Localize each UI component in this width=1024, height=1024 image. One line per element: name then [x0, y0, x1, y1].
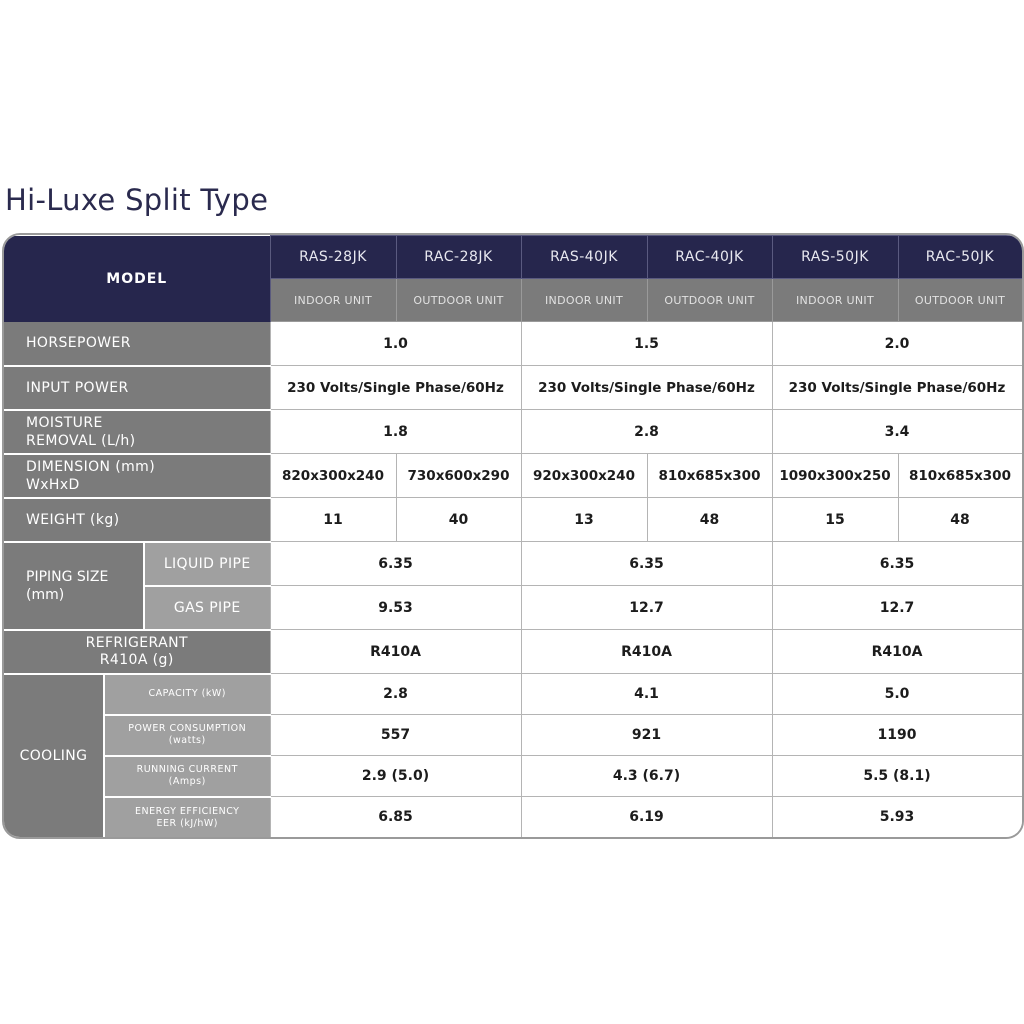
liquid-pipe-value: 6.35: [521, 542, 772, 586]
energy-efficiency-label: [104, 797, 270, 838]
input-power-label: INPUT POWER: [4, 366, 270, 410]
weight-value: 48: [898, 498, 1022, 542]
input-power-value: 230 Volts/Single Phase/60Hz: [772, 366, 1022, 410]
power-consumption-label-line1: POWER CONSUMPTION: [128, 723, 247, 734]
dimension-value: 1090x300x250: [772, 454, 898, 498]
model-header: MODEL: [4, 236, 270, 322]
gas-pipe-value: 12.7: [772, 586, 1022, 630]
gas-pipe-row: [4, 586, 1022, 630]
model-name: RAS-28JK: [270, 236, 396, 279]
piping-size-label-line1: PIPING SIZE: [26, 568, 109, 585]
model-name: RAS-50JK: [772, 236, 898, 279]
running-current-label-line2: (Amps): [168, 776, 206, 787]
gas-pipe-label: GAS PIPE: [144, 586, 270, 630]
dimension-row: [4, 454, 1022, 498]
unit-type: INDOOR UNIT: [270, 279, 396, 322]
dimension-value: 730x600x290: [396, 454, 521, 498]
gas-pipe-value: 9.53: [270, 586, 521, 630]
page-title: Hi-Luxe Split Type: [5, 183, 269, 217]
weight-value: 48: [647, 498, 772, 542]
moisture-label-line1: MOISTURE: [26, 414, 103, 431]
input-power-value: 230 Volts/Single Phase/60Hz: [521, 366, 772, 410]
gas-pipe-value: 12.7: [521, 586, 772, 630]
weight-value: 40: [396, 498, 521, 542]
cooling-label: COOLING: [4, 674, 104, 838]
dimension-value: 920x300x240: [521, 454, 647, 498]
dimension-label-line1: DIMENSION (mm): [26, 458, 156, 475]
dimension-value: 810x685x300: [647, 454, 772, 498]
refrigerant-label: [4, 630, 270, 674]
horsepower-label: HORSEPOWER: [4, 322, 270, 366]
unit-type: OUTDOOR UNIT: [647, 279, 772, 322]
capacity-value: 4.1: [521, 674, 772, 715]
input-power-row: [4, 366, 1022, 410]
unit-type: INDOOR UNIT: [772, 279, 898, 322]
energy-efficiency-value: 6.19: [521, 797, 772, 838]
moisture-label: [4, 410, 270, 454]
piping-size-label: [4, 542, 144, 630]
power-consumption-label-line2: (watts): [168, 735, 206, 746]
moisture-value: 1.8: [270, 410, 521, 454]
liquid-pipe-value: 6.35: [772, 542, 1022, 586]
refrigerant-label-line2: R410A (g): [99, 651, 174, 668]
dimension-label: [4, 454, 270, 498]
unit-type: OUTDOOR UNIT: [396, 279, 521, 322]
running-current-label: [104, 756, 270, 797]
model-name: RAS-40JK: [521, 236, 647, 279]
weight-value: 13: [521, 498, 647, 542]
moisture-label-line2: REMOVAL (L/h): [26, 432, 136, 449]
running-current-value: 4.3 (6.7): [521, 756, 772, 797]
liquid-pipe-value: 6.35: [270, 542, 521, 586]
power-consumption-value: 921: [521, 715, 772, 756]
horsepower-value: 2.0: [772, 322, 1022, 366]
piping-size-label-line2: (mm): [26, 586, 65, 603]
power-consumption-label: [104, 715, 270, 756]
energy-efficiency-value: 6.85: [270, 797, 521, 838]
input-power-value: 230 Volts/Single Phase/60Hz: [270, 366, 521, 410]
weight-label: WEIGHT (kg): [4, 498, 270, 542]
weight-row: [4, 498, 1022, 542]
power-consumption-value: 557: [270, 715, 521, 756]
model-name: RAC-40JK: [647, 236, 772, 279]
energy-efficiency-row: [4, 797, 1022, 838]
dimension-value: 810x685x300: [898, 454, 1022, 498]
spec-table: [4, 235, 1023, 838]
running-current-row: [4, 756, 1022, 797]
running-current-label-line1: RUNNING CURRENT: [136, 764, 238, 775]
horsepower-value: 1.5: [521, 322, 772, 366]
horsepower-value: 1.0: [270, 322, 521, 366]
capacity-value: 5.0: [772, 674, 1022, 715]
liquid-pipe-row: [4, 542, 1022, 586]
model-name: RAC-50JK: [898, 236, 1022, 279]
running-current-value: 2.9 (5.0): [270, 756, 521, 797]
energy-efficiency-label-line1: ENERGY EFFICIENCY: [135, 805, 240, 817]
weight-value: 15: [772, 498, 898, 542]
capacity-label: CAPACITY (kW): [104, 674, 270, 715]
weight-value: 11: [270, 498, 396, 542]
horsepower-row: [4, 322, 1022, 366]
moisture-row: [4, 410, 1022, 454]
moisture-value: 3.4: [772, 410, 1022, 454]
energy-efficiency-label-line2: EER (kJ/hW): [156, 817, 218, 829]
spec-table-frame: [2, 233, 1024, 839]
refrigerant-row: [4, 630, 1022, 674]
capacity-row: [4, 674, 1022, 715]
refrigerant-value: R410A: [772, 630, 1022, 674]
unit-type: INDOOR UNIT: [521, 279, 647, 322]
dimension-label-line2: WxHxD: [26, 476, 80, 493]
power-consumption-value: 1190: [772, 715, 1022, 756]
capacity-value: 2.8: [270, 674, 521, 715]
unit-type: OUTDOOR UNIT: [898, 279, 1022, 322]
liquid-pipe-label: LIQUID PIPE: [144, 542, 270, 586]
dimension-value: 820x300x240: [270, 454, 396, 498]
power-consumption-row: [4, 715, 1022, 756]
running-current-value: 5.5 (8.1): [772, 756, 1022, 797]
refrigerant-value: R410A: [270, 630, 521, 674]
moisture-value: 2.8: [521, 410, 772, 454]
refrigerant-label-line1: REFRIGERANT: [85, 634, 188, 651]
refrigerant-value: R410A: [521, 630, 772, 674]
header-row-models: [4, 236, 1022, 279]
energy-efficiency-value: 5.93: [772, 797, 1022, 838]
model-name: RAC-28JK: [396, 236, 521, 279]
